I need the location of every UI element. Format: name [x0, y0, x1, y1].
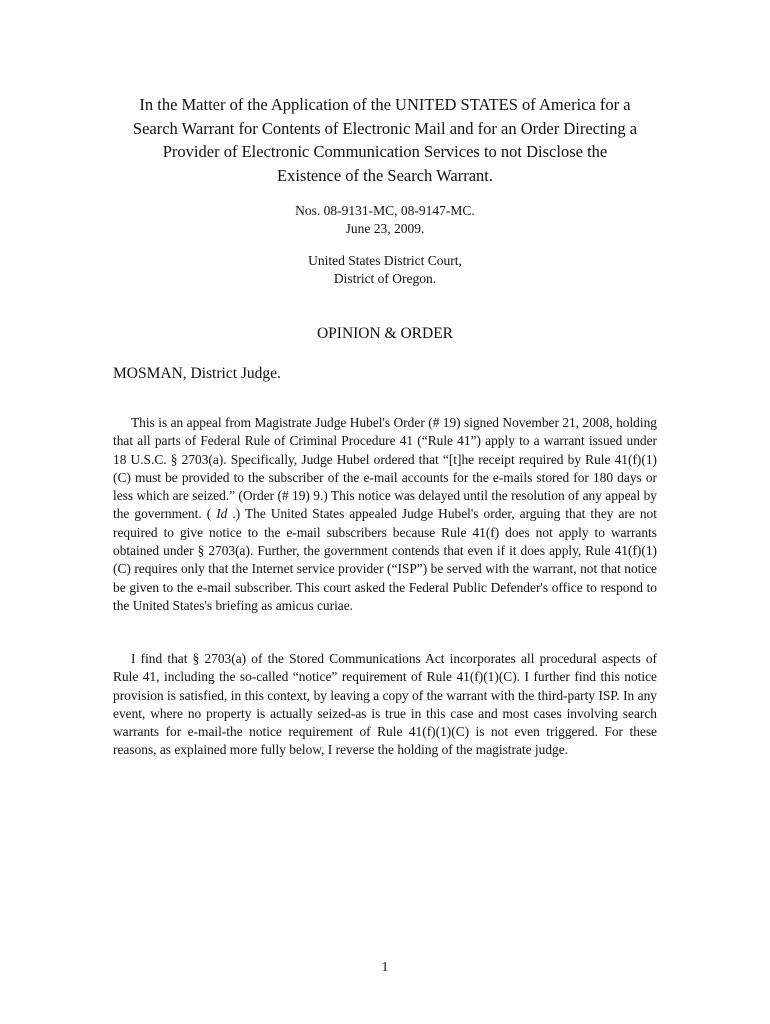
case-title-line: Provider of Electronic Communication Services to not Disclose the: [162, 142, 608, 161]
page-number: 1: [381, 960, 389, 975]
case-title-line: Search Warrant for Contents of Electronic Mail and for an Order Directing a: [132, 118, 638, 138]
court-district: District of Oregon.: [333, 271, 437, 286]
paragraph-1: [113, 414, 657, 615]
paragraph-2: I find that § 2703(a) of the Stored Communications Act incorporates all procedural aspects of Rule 41, including the so-called “notice” requirement of Rule 41(f)(1)(C). I further find this notice provision is satisfied, in this context, by leaving a copy of the warrant with the third-party ISP. In any event, where no property is actually seized-as is true in this case and most cases involving search warrants for e-mail-the notice requirement of Rule 41(f)(1)(C) is not even triggered. For these reasons, as explained more fully below, I reverse the holding of the magistrate judge.: [113, 651, 657, 758]
citation-id: Id: [216, 506, 228, 522]
case-title-line: In the Matter of the Application of the UNITED STATES of America for a: [139, 95, 631, 114]
paragraph-1-text-a: This is an appeal from Magistrate Judge Hubel's Order (# 19) signed November 21, 2008, holding that all parts of Federal Rule of Criminal Procedure 41 (“Rule 41”) apply to a warrant issued under 18 U.S.C. § 2703(a). Specifically, Judge Hubel ordered that “[t]he receipt required by Rule 41(f)(1)(C) must be provided to the subscriber of the e-mail accounts for the e-mails stored for 180 days or less which are seized.” (Order (# 19) 9.) This notice was delayed until the resolution of any appeal by the government. (: [113, 415, 657, 522]
docket-numbers: Nos. 08-9131-MC, 08-9147-MC.: [295, 203, 475, 218]
court-block: [185, 252, 585, 288]
judge-name: MOSMAN, District Judge.: [113, 365, 281, 382]
opinion-heading: OPINION & ORDER: [316, 325, 454, 342]
case-title-line: Existence of the Search Warrant.: [277, 165, 493, 185]
decision-date: June 23, 2009.: [345, 221, 425, 236]
docket-block: [185, 202, 585, 238]
court-name: United States District Court,: [308, 253, 462, 268]
case-title: [100, 93, 670, 187]
paragraph-1-text-b: .) The United States appealed Judge Hubel's order, arguing that they are not required to give notice to the e-mail subscribers because Rule 41(f) does not apply to warrants obtained under § 2703(a). Further, the government contends that even if it does apply, Rule 41(f)(1)(C) requires only that the Internet service provider (“ISP”) be served with the warrant, not that notice be given to the e-mail subscriber. This court asked the Federal Public Defender's office to respond to the United States's briefing as amicus curiae.: [113, 506, 657, 613]
